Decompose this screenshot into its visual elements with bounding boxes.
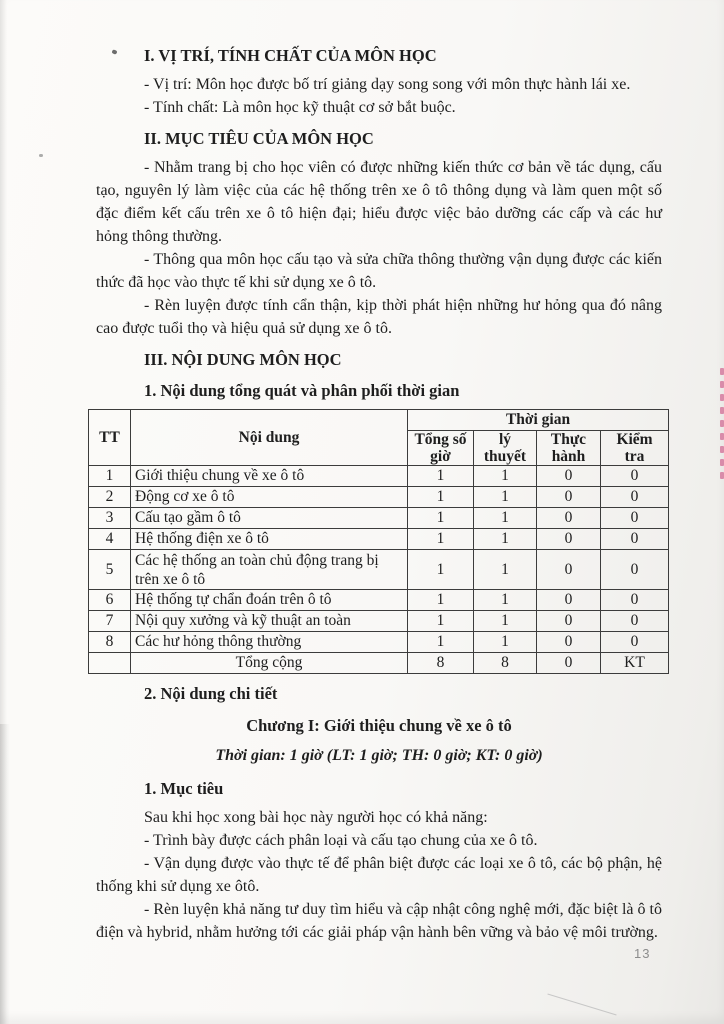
cell-lt: 1 xyxy=(474,590,537,611)
section-1-heading: I. VỊ TRÍ, TÍNH CHẤT CỦA MÔN HỌC xyxy=(144,46,437,65)
cell-tong: 1 xyxy=(408,611,474,632)
cell-noi-dung: Động cơ xe ô tô xyxy=(131,487,408,508)
cell-th: 0 xyxy=(537,550,601,590)
objective-bullet: - Trình bày được cách phân loại và cấu tạo chung của xe ô tô. xyxy=(144,832,538,849)
section-3-subheading-2: 2. Nội dung chi tiết xyxy=(144,684,278,703)
cell-total-label: Tổng cộng xyxy=(131,653,408,674)
cell-th: 0 xyxy=(537,529,601,550)
cell-kt: 0 xyxy=(601,487,669,508)
cell-noi-dung: Hệ thống tự chẩn đoán trên ô tô xyxy=(131,590,408,611)
table-row xyxy=(89,487,669,508)
cell-tong: 1 xyxy=(408,466,474,487)
table-row xyxy=(89,508,669,529)
table-total-row xyxy=(89,653,669,674)
section-2-paragraph: - Rèn luyện được tính cẩn thận, kịp thời phát hiện những hư hỏng qua đó nâng cao được tuổi thọ và hiệu quả sử dụng xe ô tô. xyxy=(96,297,662,337)
cell-tt: 8 xyxy=(89,632,131,653)
cell-tong: 1 xyxy=(408,508,474,529)
scan-speck xyxy=(39,154,43,157)
section-2-heading: II. MỤC TIÊU CỦA MÔN HỌC xyxy=(144,129,374,148)
cell-tong: 1 xyxy=(408,487,474,508)
scan-streak xyxy=(547,993,616,1015)
cell-noi-dung: Các hệ thống an toàn chủ động trang bị trên xe ô tô xyxy=(131,550,408,590)
table-row xyxy=(89,632,669,653)
table-row xyxy=(89,466,669,487)
section-3-heading: III. NỘI DUNG MÔN HỌC xyxy=(144,350,342,369)
section-2-paragraph: - Thông qua môn học cấu tạo và sửa chữa thông thường vận dụng được các kiến thức đã học vào thực tế khi sử dụng xe ô tô. xyxy=(96,251,662,291)
cell-th: 0 xyxy=(537,590,601,611)
cell-tong: 1 xyxy=(408,590,474,611)
cell-kt: 0 xyxy=(601,529,669,550)
cell-noi-dung: Cấu tạo gầm ô tô xyxy=(131,508,408,529)
objective-heading: 1. Mục tiêu xyxy=(144,779,224,798)
column-header-kiem-tra: Kiểm tra xyxy=(601,431,669,466)
cell-kt: 0 xyxy=(601,611,669,632)
cell-noi-dung: Giới thiệu chung về xe ô tô xyxy=(131,466,408,487)
section-3-subheading-1: 1. Nội dung tổng quát và phân phối thời gian xyxy=(144,381,460,400)
cell-lt: 1 xyxy=(474,466,537,487)
cell-tt: 6 xyxy=(89,590,131,611)
cell-lt: 1 xyxy=(474,487,537,508)
cell-tt-empty xyxy=(89,653,131,674)
section-2-paragraph: - Nhằm trang bị cho học viên có được những kiến thức cơ bản về tác dụng, cấu tạo, nguyên lý làm việc của các hệ thống trên xe ô tô thông dụng và làm quen một số đặc điểm kết cấu trên xe ô tô hiện đại; hiểu được việc bảo dưỡng các cấp và các hư hỏng thông thường. xyxy=(96,159,662,245)
cell-tong: 1 xyxy=(408,529,474,550)
chapter-title: Chương I: Giới thiệu chung về xe ô tô xyxy=(246,716,512,735)
column-header-thoi-gian: Thời gian xyxy=(408,410,669,431)
cell-lt: 1 xyxy=(474,529,537,550)
table-row xyxy=(89,529,669,550)
cell-noi-dung: Các hư hỏng thông thường xyxy=(131,632,408,653)
cell-total-lt: 8 xyxy=(474,653,537,674)
cell-noi-dung: Hệ thống điện xe ô tô xyxy=(131,529,408,550)
cell-kt: 0 xyxy=(601,466,669,487)
objective-bullet: - Rèn luyện khả năng tư duy tìm hiểu và cập nhật công nghệ mới, đặc biệt là ô tô điện và hybrid, nhằm hưởng tới các giải pháp vận hành bên vững và bảo vệ môi trường. xyxy=(96,901,662,941)
cell-kt: 0 xyxy=(601,550,669,590)
objective-bullet: - Vận dụng được vào thực tế để phân biệt được các loại xe ô tô, các bộ phận, hệ thống khi sử dụng xe ôtô. xyxy=(96,855,662,895)
cell-th: 0 xyxy=(537,508,601,529)
column-header-tt: TT xyxy=(89,410,131,466)
cell-kt: 0 xyxy=(601,632,669,653)
table-row xyxy=(89,550,669,590)
document-content xyxy=(96,44,662,944)
cell-tong: 1 xyxy=(408,550,474,590)
chapter-time: Thời gian: 1 giờ (LT: 1 giờ; TH: 0 giờ; KT: 0 giờ) xyxy=(215,747,543,764)
cell-tt: 5 xyxy=(89,550,131,590)
cell-th: 0 xyxy=(537,611,601,632)
cell-lt: 1 xyxy=(474,508,537,529)
cell-kt: 0 xyxy=(601,590,669,611)
cell-tt: 4 xyxy=(89,529,131,550)
cell-total-kt: KT xyxy=(601,653,669,674)
table-row xyxy=(89,611,669,632)
column-header-thuc-hanh: Thực hành xyxy=(537,431,601,466)
cell-th: 0 xyxy=(537,466,601,487)
scan-edge-shadow-bottom xyxy=(0,724,10,1024)
cell-noi-dung: Nội quy xưởng và kỹ thuật an toàn xyxy=(131,611,408,632)
cell-lt: 1 xyxy=(474,550,537,590)
cell-th: 0 xyxy=(537,487,601,508)
cell-tt: 2 xyxy=(89,487,131,508)
scan-edge-marks xyxy=(719,368,724,488)
column-header-tong-so-gio: Tổng số giờ xyxy=(408,431,474,466)
cell-tong: 1 xyxy=(408,632,474,653)
cell-kt: 0 xyxy=(601,508,669,529)
column-header-ly-thuyet: lý thuyết xyxy=(474,431,537,466)
cell-th: 0 xyxy=(537,632,601,653)
page-number: 13 xyxy=(634,946,651,961)
cell-lt: 1 xyxy=(474,632,537,653)
cell-lt: 1 xyxy=(474,611,537,632)
cell-tt: 3 xyxy=(89,508,131,529)
time-allocation-table xyxy=(88,409,669,674)
cell-tt: 7 xyxy=(89,611,131,632)
section-1-paragraph: - Vị trí: Môn học được bố trí giảng dạy song song với môn thực hành lái xe. xyxy=(144,76,631,93)
cell-tt: 1 xyxy=(89,466,131,487)
objective-intro: Sau khi học xong bài học này người học có khả năng: xyxy=(144,809,488,826)
cell-total-tong: 8 xyxy=(408,653,474,674)
cell-total-th: 0 xyxy=(537,653,601,674)
table-row xyxy=(89,590,669,611)
section-1-paragraph: - Tính chất: Là môn học kỹ thuật cơ sở bắt buộc. xyxy=(144,99,456,116)
column-header-noi-dung: Nội dung xyxy=(131,410,408,466)
